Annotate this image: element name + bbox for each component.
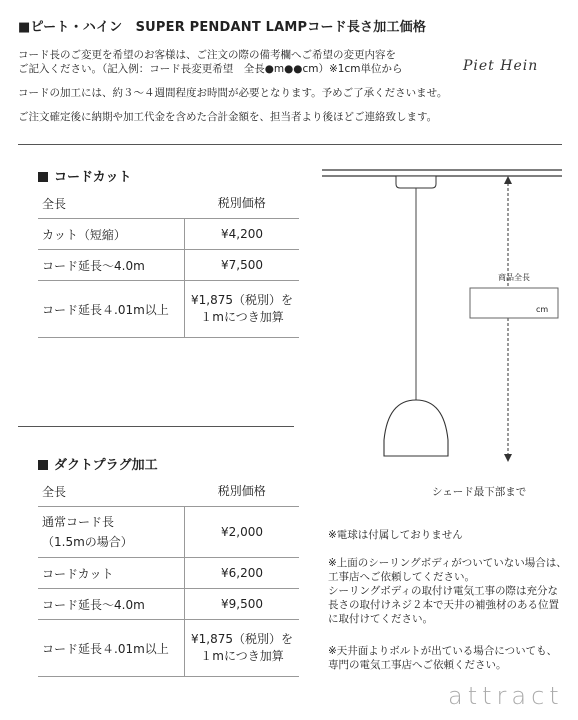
table-row	[38, 507, 299, 558]
row-price	[185, 281, 300, 338]
row-price: ¥6,200	[185, 558, 300, 589]
pendant-lamp-diagram	[318, 160, 568, 480]
row-label: コード延長～4.0m	[38, 589, 185, 620]
table-header-row	[38, 476, 299, 507]
square-bullet-icon	[38, 172, 48, 182]
label-line-1: 通常コード長	[42, 515, 115, 529]
divider-middle	[18, 426, 294, 427]
duct-plug-table	[38, 476, 299, 677]
price-line-1: ¥1,875（税別）を	[191, 293, 293, 307]
piet-hein-logo: Piet Hein	[463, 58, 539, 74]
ceiling-canopy	[396, 176, 436, 188]
arrow-up-icon	[504, 176, 512, 184]
note-ceiling-line-2: 工事店へご依頼してください。	[328, 571, 475, 583]
row-label: コード延長４.01m以上	[38, 281, 185, 338]
table-row	[38, 558, 299, 589]
table-row	[38, 219, 299, 250]
table-row	[38, 250, 299, 281]
note-ceiling-line-3: シーリングボディの取付け電気工事の際は充分な	[328, 585, 558, 597]
duct-plug-heading	[38, 454, 158, 473]
note-bolt-line-1: ※天井面よりボルトが出ている場合についても、	[328, 645, 558, 657]
row-price: ¥7,500	[185, 250, 300, 281]
table-row	[38, 589, 299, 620]
page-title: ■ピート・ハイン SUPER PENDANT LAMPコード長さ加工価格	[18, 20, 427, 35]
intro-line-4: ご注文確定後に納期や加工代金を含めた合計金額を、担当者より後ほどご連絡致します。	[18, 111, 438, 123]
attract-brand-logo: attract	[448, 682, 564, 710]
cord-cut-heading-text: コードカット	[54, 170, 132, 185]
intro-line-1: コード長のご変更を希望のお客様は、ご注文の際の備考欄へご希望の変更内容を	[18, 49, 396, 61]
row-price	[185, 620, 300, 677]
header-total-length: 全長	[38, 188, 185, 219]
note-ceiling-line-1: ※上面のシーリングボディがついていない場合は、	[328, 557, 567, 569]
label-line-2: （1.5mの場合）	[42, 535, 133, 549]
header-price: 税別価格	[185, 476, 300, 507]
price-line-2: １mにつき加算	[200, 649, 284, 663]
note-ceiling-line-4: 長さの取付けネジ２本で天井の補強材のある位置	[328, 599, 559, 611]
note-bolt-line-2: 専門の電気工事店へご依頼ください。	[328, 659, 507, 671]
header-price: 税別価格	[185, 188, 300, 219]
table-row	[38, 620, 299, 677]
row-label: コード延長～4.0m	[38, 250, 185, 281]
row-price: ¥9,500	[185, 589, 300, 620]
shade-bottom-label: シェード最下部まで	[432, 486, 527, 498]
arrow-down-icon	[504, 454, 512, 462]
cord-cut-table	[38, 188, 299, 338]
intro-line-3: コードの加工には、約３～４週間程度お時間が必要となります。予めご了承くださいませ。	[18, 87, 448, 99]
row-price: ¥4,200	[185, 219, 300, 250]
row-label: カット（短縮）	[38, 219, 185, 250]
total-length-label: 商品全長	[498, 273, 530, 282]
note-bulb: ※電球は付属しておりません	[328, 529, 463, 541]
row-label: コード延長４.01m以上	[38, 620, 185, 677]
row-price: ¥2,000	[185, 507, 300, 558]
square-bullet-icon	[38, 460, 48, 470]
lamp-shade	[384, 400, 448, 456]
cord-cut-heading	[38, 166, 131, 185]
header-total-length: 全長	[38, 476, 185, 507]
divider-top	[18, 144, 562, 145]
row-label	[38, 507, 185, 558]
intro-line-2: ご記入ください。（記入例：コード長変更希望 全長●m●●cm）※1cm単位から	[18, 63, 403, 75]
note-ceiling-line-5: に取付けてください。	[328, 613, 433, 625]
table-header-row	[38, 188, 299, 219]
price-line-2: １mにつき加算	[200, 310, 284, 324]
duct-plug-heading-text: ダクトプラグ加工	[54, 458, 158, 473]
price-line-1: ¥1,875（税別）を	[191, 632, 293, 646]
table-row	[38, 281, 299, 338]
cm-unit-label: cm	[536, 305, 549, 314]
row-label: コードカット	[38, 558, 185, 589]
